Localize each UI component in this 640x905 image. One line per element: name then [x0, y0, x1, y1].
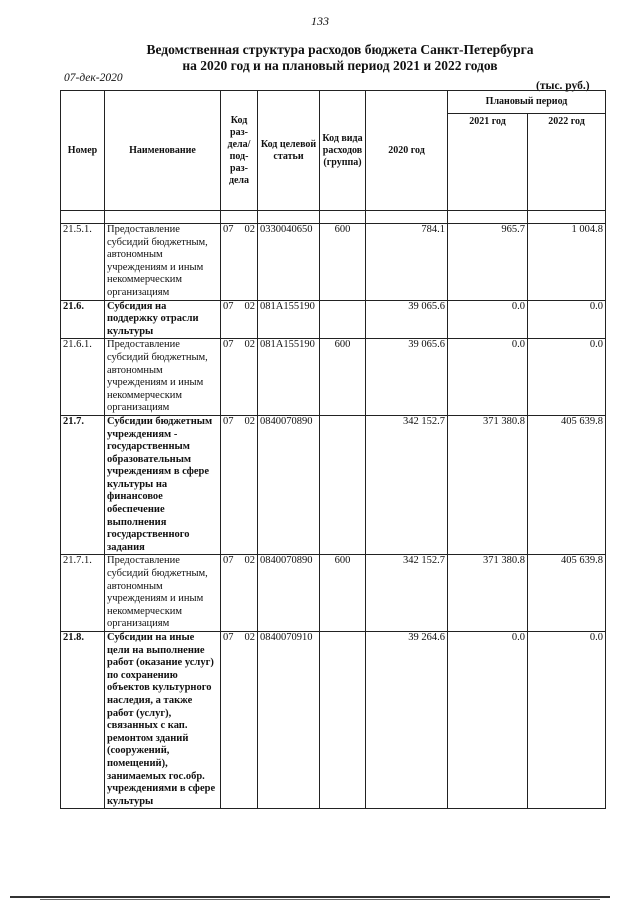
row-section-code: [221, 415, 258, 555]
row-razdel: 07: [223, 224, 234, 235]
row-amount-2022: 405 639.8: [528, 415, 606, 555]
row-target-code: 0840070890: [258, 555, 320, 632]
row-name: Субсидии на иные цели на выполнение работ (оказание услуг) по сохранению объектов культурного наследия, а также работ (услуг), связанных с кап. ремонтом зданий (сооружений, помещений), занимаемых гос.обр. учреждениями в сфере культуры: [105, 632, 221, 809]
row-amount-2020: 39 264.6: [366, 632, 448, 809]
document-date: 07-дек-2020: [64, 72, 123, 84]
row-expense-type-code: 600: [320, 555, 366, 632]
header-planned-period: Плановый период: [448, 91, 606, 114]
header-csr: Код целевой статьи: [258, 91, 320, 211]
title-line-2: на 2020 год и на плановый период 2021 и 2022 годов: [182, 58, 498, 73]
row-name: Предоставление субсидий бюджетным, автономным учреждениям и иным некоммерческим организациям: [105, 224, 221, 301]
row-amount-2021: 371 380.8: [448, 415, 528, 555]
row-razdel: 07: [223, 415, 234, 427]
row-target-code: 081А155190: [258, 339, 320, 416]
row-razdel: 07: [223, 339, 234, 351]
row-amount-2020: 342 152.7: [366, 415, 448, 555]
row-amount-2022: 0.0: [528, 339, 606, 416]
row-podrazdel: 02: [244, 632, 255, 643]
row-number: 21.5.1.: [61, 224, 105, 301]
row-razdel: 07: [223, 632, 234, 643]
row-number: 21.8.: [61, 632, 105, 809]
header-2020: 2020 год: [366, 91, 448, 211]
row-amount-2022: 0.0: [528, 300, 606, 339]
page-number: 133: [311, 14, 329, 28]
header-2021: 2021 год: [448, 114, 528, 211]
row-target-code: 081А155190: [258, 300, 320, 339]
table-row: [61, 415, 606, 555]
row-amount-2021: 0.0: [448, 632, 528, 809]
row-target-code: 0840070890: [258, 415, 320, 555]
row-expense-type-code: 600: [320, 339, 366, 416]
row-amount-2022: 405 639.8: [528, 555, 606, 632]
row-amount-2020: 784.1: [366, 224, 448, 301]
header-vr: Код вида расходов (группа): [320, 91, 366, 211]
row-name: Предоставление субсидий бюджетным, автономным учреждениям и иным некоммерческим организациям: [105, 339, 221, 416]
row-amount-2020: 39 065.6: [366, 300, 448, 339]
row-name: Субсидия на поддержку отрасли культуры: [105, 300, 221, 339]
row-amount-2021: 371 380.8: [448, 555, 528, 632]
units-label: (тыс. руб.): [536, 80, 590, 92]
header-razdel: Код раз-дела/ под-раз-дела: [221, 91, 258, 211]
row-target-code: 0330040650: [258, 224, 320, 301]
row-number: 21.6.1.: [61, 339, 105, 416]
row-amount-2021: 0.0: [448, 300, 528, 339]
row-amount-2020: 39 065.6: [366, 339, 448, 416]
table-row: [61, 339, 606, 416]
footer-rule-thin: [40, 899, 600, 900]
row-podrazdel: 02: [244, 300, 255, 312]
row-expense-type-code: [320, 415, 366, 555]
header-2022: 2022 год: [528, 114, 606, 211]
row-name: Субсидии бюджетным учреждениям - государственным образовательным учреждениям в сфере культуры на финансовое обеспечение выполнения государственного задания: [105, 415, 221, 555]
row-podrazdel: 02: [244, 339, 255, 351]
row-podrazdel: 02: [244, 224, 255, 235]
row-section-code: [221, 224, 258, 301]
row-target-code: 0840070910: [258, 632, 320, 809]
row-number: 21.6.: [61, 300, 105, 339]
budget-table: [60, 90, 606, 809]
row-number: 21.7.1.: [61, 555, 105, 632]
footer-rule: [10, 896, 610, 898]
spacer-row: [61, 211, 606, 224]
document-title: [90, 42, 590, 74]
row-section-code: [221, 555, 258, 632]
row-razdel: 07: [223, 555, 234, 567]
row-section-code: [221, 339, 258, 416]
header-number: Номер: [61, 91, 105, 211]
header-name: Наименование: [105, 91, 221, 211]
row-section-code: [221, 300, 258, 339]
row-name: Предоставление субсидий бюджетным, автономным учреждениям и иным некоммерческим организациям: [105, 555, 221, 632]
row-amount-2022: 0.0: [528, 632, 606, 809]
table-row: [61, 224, 606, 301]
row-podrazdel: 02: [244, 555, 255, 567]
row-amount-2022: 1 004.8: [528, 224, 606, 301]
row-expense-type-code: [320, 300, 366, 339]
table-row: [61, 300, 606, 339]
row-expense-type-code: [320, 632, 366, 809]
row-razdel: 07: [223, 300, 234, 312]
row-podrazdel: 02: [244, 415, 255, 427]
title-line-1: Ведомственная структура расходов бюджета Санкт-Петербурга: [146, 42, 534, 57]
row-section-code: [221, 632, 258, 809]
table-row: [61, 555, 606, 632]
row-amount-2021: 0.0: [448, 339, 528, 416]
table-row: [61, 632, 606, 809]
row-number: 21.7.: [61, 415, 105, 555]
row-amount-2020: 342 152.7: [366, 555, 448, 632]
row-amount-2021: 965.7: [448, 224, 528, 301]
row-expense-type-code: 600: [320, 224, 366, 301]
